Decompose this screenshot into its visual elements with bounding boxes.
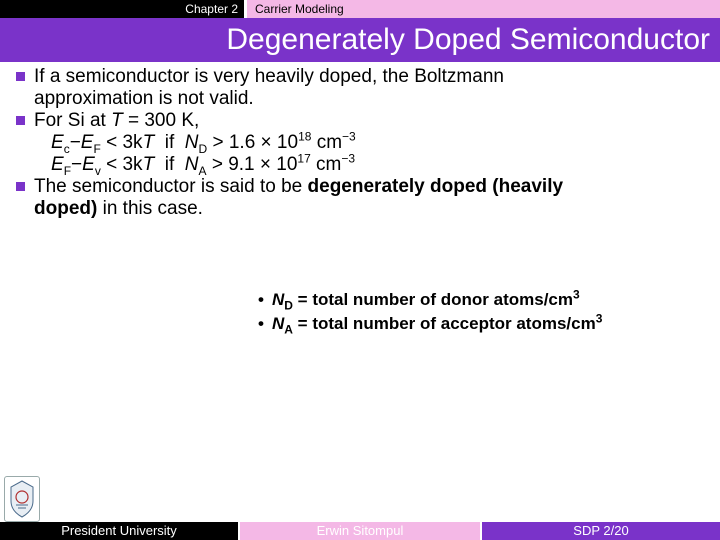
bullet-3-text	[34, 176, 714, 198]
slide-title: Degenerately Doped Semiconductor	[226, 23, 710, 56]
text-span: > 1.6 × 10	[207, 132, 299, 153]
text-span: cm	[310, 154, 342, 175]
text-span: D	[284, 298, 293, 313]
text-span: E	[80, 132, 94, 153]
bullet-dot-icon: •	[258, 290, 264, 309]
footer-author: Erwin Sitompul	[240, 522, 480, 540]
text-span: N	[184, 132, 199, 153]
text-span: 18	[298, 129, 312, 144]
text-span: 17	[297, 151, 311, 166]
chapter-label: Chapter 2	[0, 0, 244, 18]
square-bullet-icon	[16, 182, 25, 191]
bullet-2-text	[34, 110, 714, 132]
text-span: T	[111, 110, 123, 131]
text-span: −	[69, 132, 81, 153]
text-span: −3	[341, 151, 356, 166]
bullet-3-cont	[34, 198, 714, 220]
text-span: −	[71, 154, 83, 175]
text-span: degenerately doped (heavily	[307, 176, 564, 197]
text-span: N	[272, 290, 285, 309]
bullet-1-cont: approximation is not valid.	[34, 88, 254, 109]
text-span: if	[154, 154, 185, 175]
condition-2	[14, 151, 714, 178]
bullet-1-text: If a semiconductor is very heavily doped, the Boltzmann	[34, 66, 504, 87]
footer	[0, 522, 720, 540]
text-span: 3	[573, 287, 580, 302]
text-span: > 9.1 × 10	[206, 154, 298, 175]
square-bullet-icon	[16, 72, 25, 81]
footer-institution: President University	[0, 522, 238, 540]
text-span: N	[272, 314, 285, 333]
bullet-1	[14, 66, 714, 110]
text-span: E	[51, 132, 64, 153]
text-span: E	[51, 154, 64, 175]
topic-label: Carrier Modeling	[247, 0, 720, 18]
text-span: = total number of donor atoms/cm	[292, 290, 574, 309]
text-span: v	[94, 163, 101, 178]
footer-slide-number: SDP 2/20	[482, 522, 720, 540]
text-span: A	[198, 163, 207, 178]
text-span: N	[184, 154, 199, 175]
top-bar	[0, 0, 720, 18]
text-span: The semiconductor is said to be	[34, 176, 308, 197]
square-bullet-icon	[16, 116, 25, 125]
text-span: T	[142, 154, 155, 175]
text-span: D	[198, 141, 208, 156]
text-span: = 300 K,	[122, 110, 200, 131]
university-logo-icon	[4, 476, 40, 522]
text-span: < 3k	[100, 132, 143, 153]
bullet-3	[14, 176, 714, 220]
definition-donor	[258, 288, 602, 312]
text-span: doped)	[34, 198, 98, 219]
text-span: 3	[595, 311, 603, 326]
text-span: T	[142, 132, 155, 153]
text-span: = total number of acceptor atoms/cm	[292, 314, 596, 333]
text-span: c	[63, 141, 70, 156]
text-span: A	[284, 322, 293, 337]
text-span: cm	[311, 132, 343, 153]
text-span: F	[93, 141, 101, 156]
text-span: < 3k	[100, 154, 143, 175]
text-span: F	[63, 163, 72, 178]
definition-acceptor	[258, 312, 602, 336]
slide-content	[14, 66, 714, 220]
text-span: E	[82, 154, 95, 175]
bullet-dot-icon: •	[258, 314, 264, 333]
text-span: For Si at	[34, 110, 112, 131]
text-span: in this case.	[97, 198, 203, 219]
text-span: −3	[342, 129, 356, 144]
condition-1	[14, 129, 714, 156]
bullet-2	[14, 110, 714, 132]
definitions	[258, 288, 602, 336]
text-span: if	[154, 132, 185, 153]
